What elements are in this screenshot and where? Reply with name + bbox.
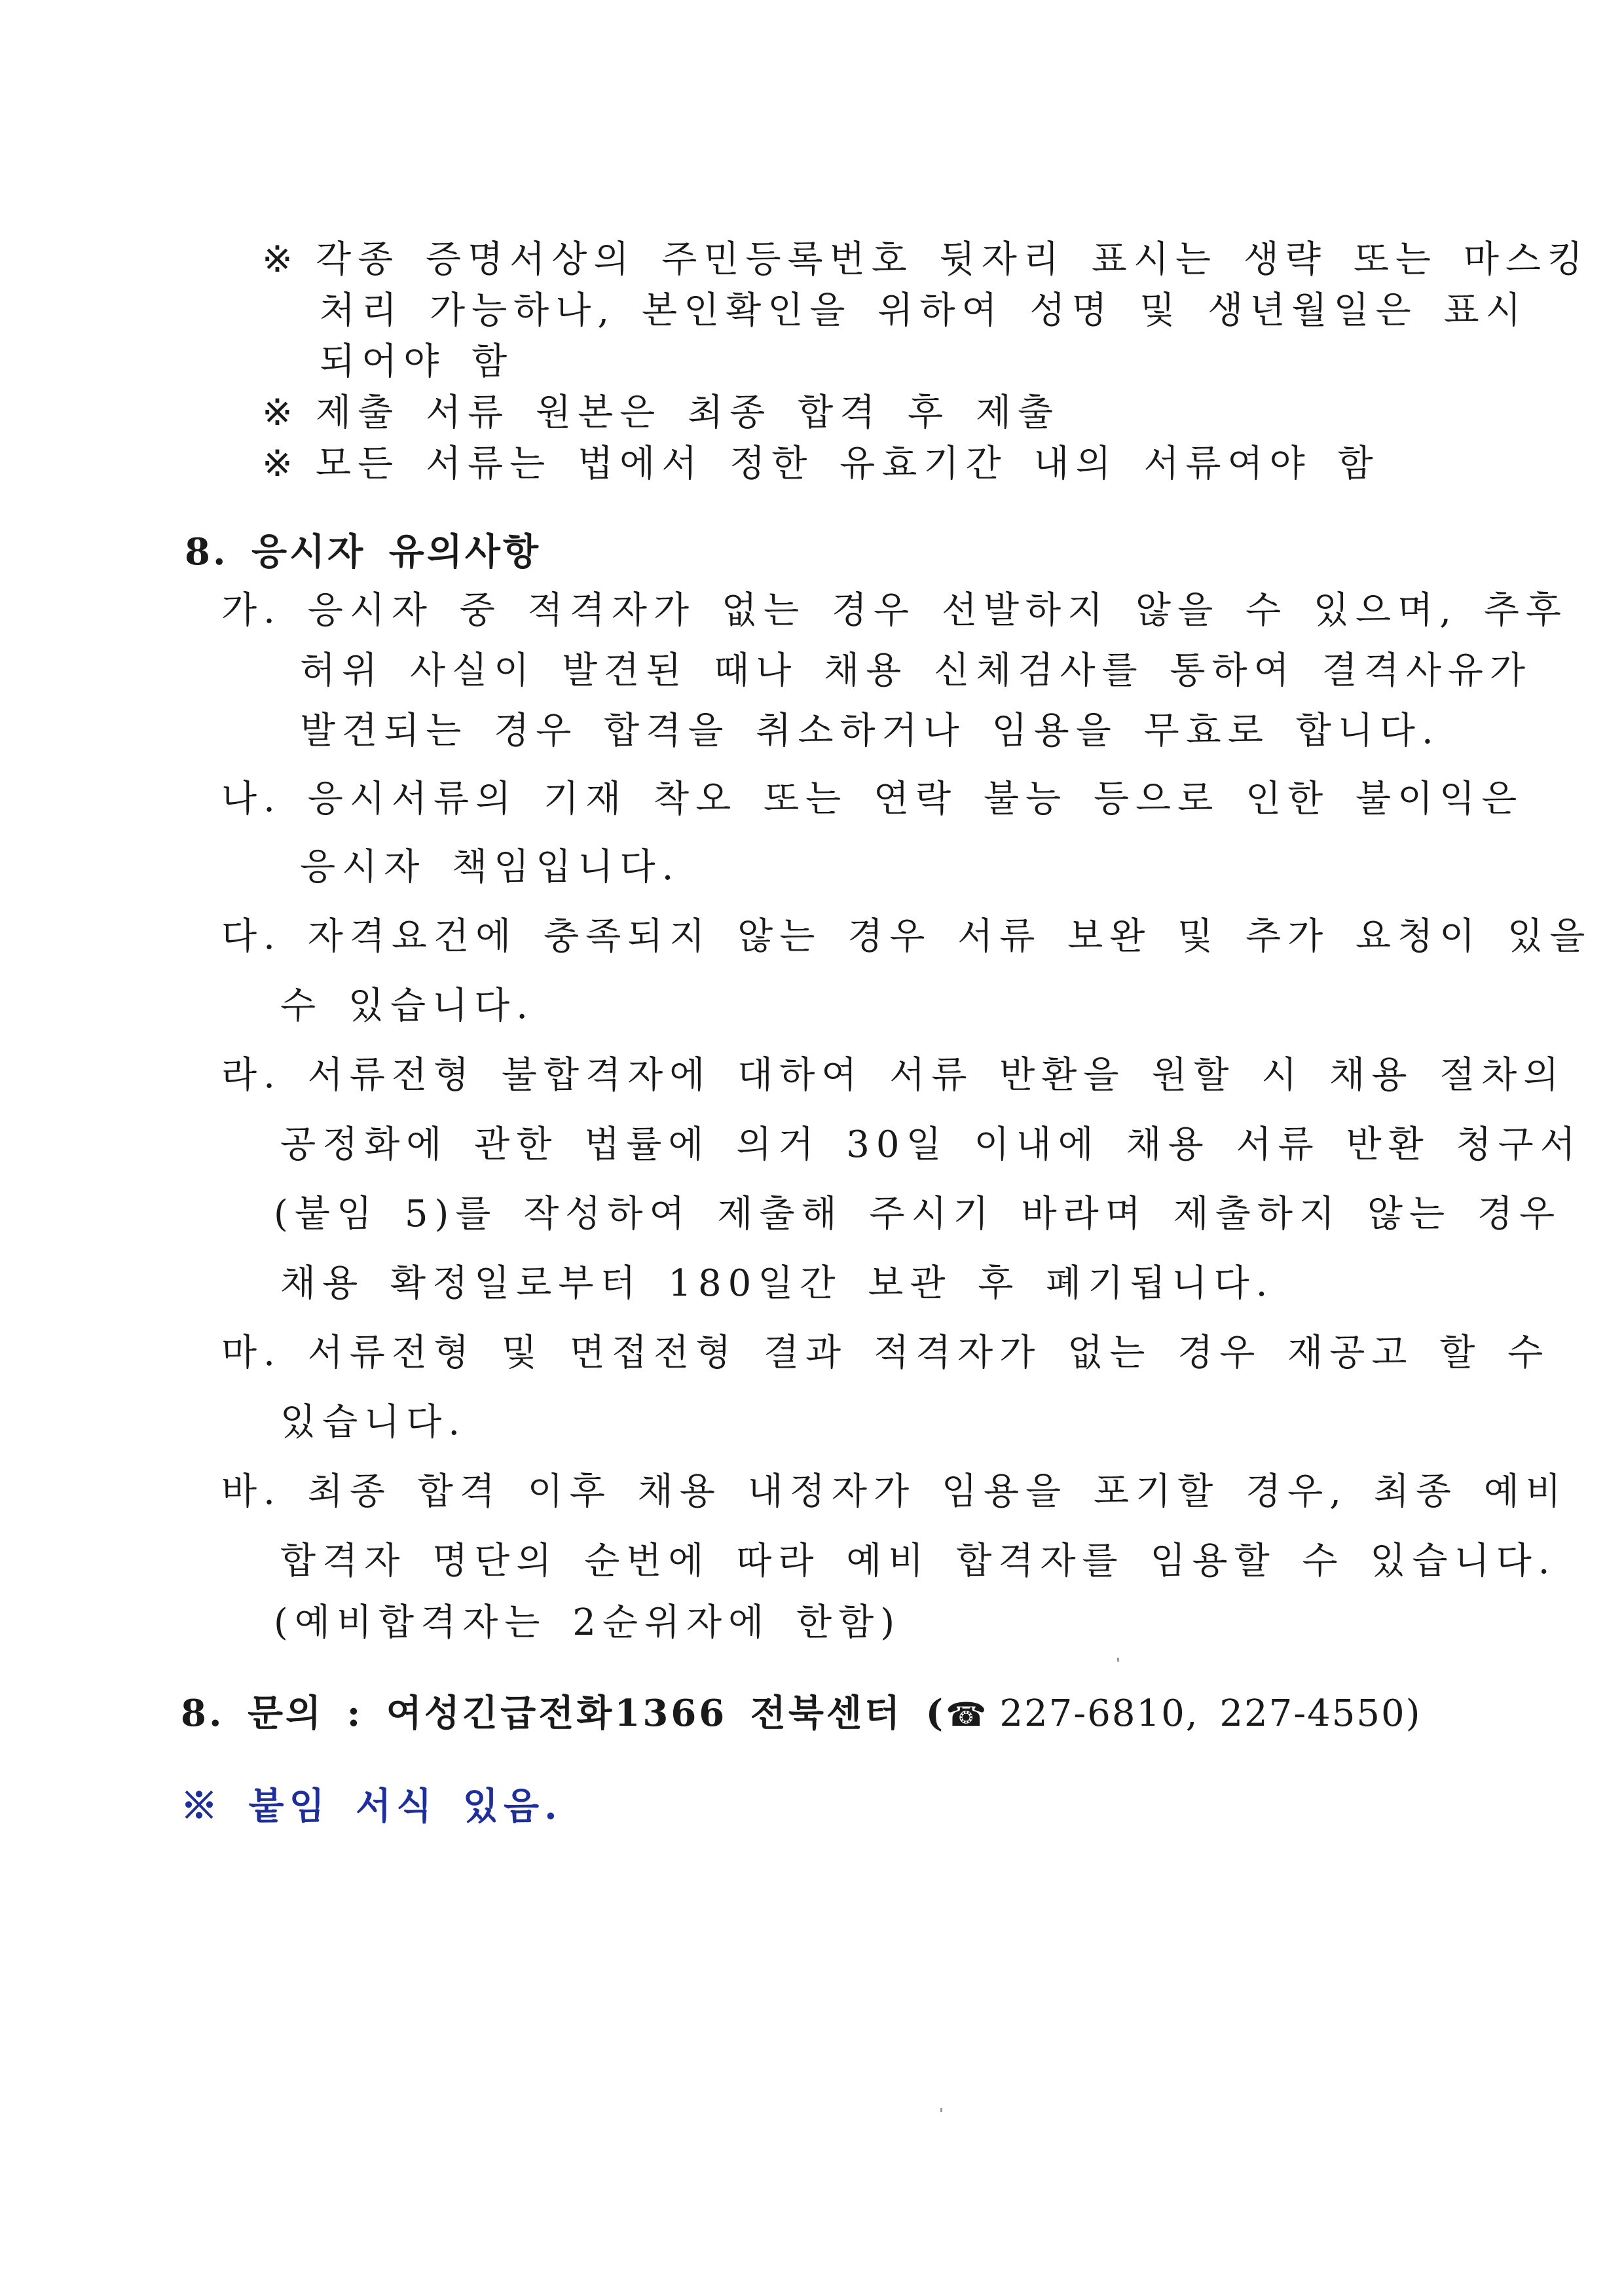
note-3-text-1: 모든 서류는 법에서 정한 유효기간 내의 서류여야 함	[316, 443, 1380, 485]
phone-icon: ☎	[946, 1696, 993, 1734]
caution-item-ga-line-3: 발견되는 경우 합격을 취소하거나 임용을 무효로 합니다.	[300, 710, 1440, 752]
note-1-mark: ※	[262, 238, 299, 281]
note-1-line-3: 되어야 함	[320, 340, 514, 383]
caution-item-ba-line-3: (예비합격자는 2순위자에 한함)	[274, 1601, 902, 1644]
caution-item-na-line-1: 나. 응시서류의 기재 착오 또는 연락 불능 등으로 인한 불이익은	[221, 778, 1524, 820]
section-caution-title: 8. 응시자 유의사항	[185, 530, 542, 574]
contact-line	[181, 1690, 1422, 1738]
caution-item-ra-line-2: 공정화에 관한 법률에 의거 30일 이내에 채용 서류 반환 청구서	[280, 1123, 1582, 1166]
caution-item-ma-line-1: 마. 서류전형 및 면접전형 결과 적격자가 없는 경우 재공고 할 수	[221, 1332, 1550, 1374]
caution-item-ga-line-1: 가. 응시자 중 적격자가 없는 경우 선발하지 않을 수 있으며, 추후	[221, 589, 1568, 632]
caution-item-ma-line-2: 있습니다.	[280, 1401, 467, 1444]
note-3-mark: ※	[262, 443, 299, 485]
caution-item-da-line-1: 다. 자격요건에 충족되지 않는 경우 서류 보완 및 추가 요청이 있을	[221, 915, 1592, 958]
caution-item-na-line-2: 응시자 책임입니다.	[300, 846, 680, 888]
attachment-note: ※ 붙임 서식 있음.	[181, 1785, 563, 1828]
caution-item-ra-line-4: 채용 확정일로부터 180일간 보관 후 폐기됩니다.	[280, 1262, 1274, 1305]
note-1-line-2: 처리 가능하나, 본인확인을 위하여 성명 및 생년월일은 표시	[320, 289, 1528, 332]
caution-item-ba-line-2: 합격자 명단의 순번에 따라 예비 합격자를 임용할 수 있습니다.	[280, 1540, 1557, 1582]
caution-item-ra-line-3: (붙임 5)를 작성하여 제출해 주시기 바라며 제출하지 않는 경우	[274, 1193, 1562, 1235]
caution-item-ba-line-1: 바. 최종 합격 이후 채용 내정자가 임용을 포기할 경우, 최종 예비	[221, 1470, 1568, 1513]
scan-speck	[940, 2108, 942, 2112]
note-2-text-1: 제출 서류 원본은 최종 합격 후 제출	[316, 392, 1060, 434]
note-2-mark: ※	[262, 392, 299, 434]
scan-speck	[1117, 1658, 1119, 1662]
note-2-line-1	[262, 390, 1060, 436]
contact-phone-numbers: 227-6810, 227-4550)	[999, 1692, 1422, 1735]
note-3-line-1	[262, 441, 1380, 487]
note-1-text-1: 각종 증명서상의 주민등록번호 뒷자리 표시는 생략 또는 마스킹	[316, 238, 1590, 281]
caution-item-ra-line-1: 라. 서류전형 불합격자에 대하여 서류 반환을 원할 시 채용 절차의	[221, 1054, 1566, 1097]
note-1-line-1	[262, 237, 1589, 283]
caution-item-da-line-2: 수 있습니다.	[280, 985, 535, 1027]
contact-label: 8. 문의 : 여성긴급전화1366 전북센터 (	[181, 1692, 946, 1735]
caution-item-ga-line-2: 허위 사실이 발견된 때나 채용 신체검사를 통하여 결격사유가	[300, 649, 1532, 692]
